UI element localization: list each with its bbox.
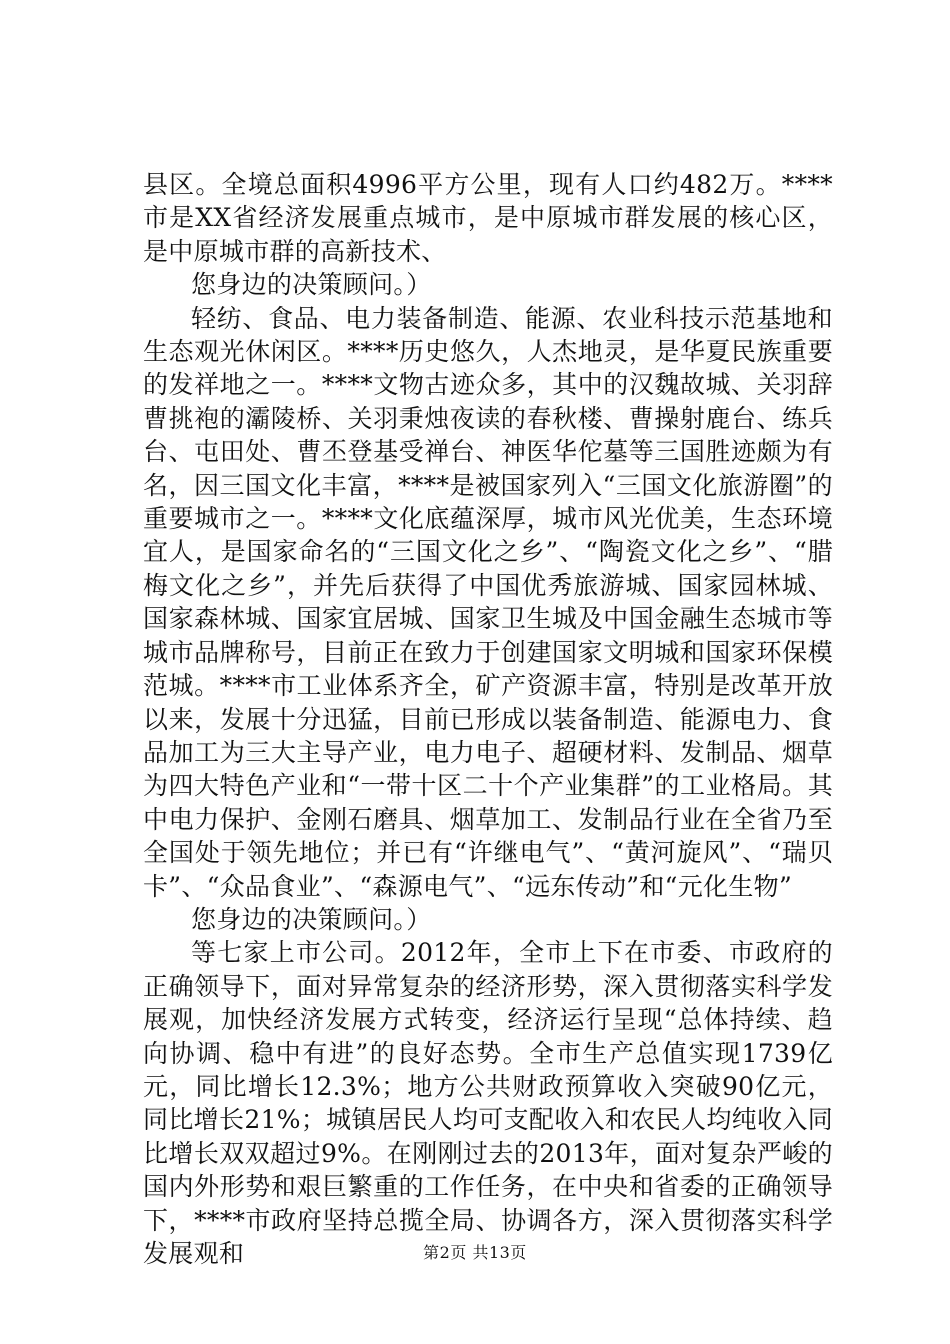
paragraph-1: 县区。全境总面积4996平方公里，现有人口约482万。****市是XX省经济发展重点城市，是中原城市群发展的核心区，是中原城市群的高新技术、 <box>143 170 833 266</box>
paragraph-3: 轻纺、食品、电力装备制造、能源、农业科技示范基地和生态观光休闲区。****历史悠久，人杰地灵，是华夏民族重要的发祥地之一。****文物古迹众多，其中的汉魏故城、关羽辞曹挑袍的灞陵桥、关羽秉烛夜读的春秋楼、曹操射鹿台、练兵台、屯田处、曹丕登基受禅台、神医华佗墓等三国胜迹颇为有名，因三国文化丰富，****是被国家列入“三国文化旅游圈”的重要城市之一。****文化底蕴深厚，城市风光优美，生态环境宜人，是国家命名的“三国文化之乡”、“陶瓷文化之乡”、“腊梅文化之乡”，并先后获得了中国优秀旅游城、国家园林城、国家森林城、国家宜居城、国家卫生城及中国金融生态城市等城市品牌称号，目前正在致力于创建国家文明城和国家环保模范城。****市工业体系齐全，矿产资源丰富，特别是改革开放以来，发展十分迅猛，目前已形成以装备制造、能源电力、食品加工为三大主导产业，电力电子、超硬材料、发制品、烟草为四大特色产业和“一带十区二十个产业集群”的工业格局。其中电力保护、金刚石磨具、烟草加工、发制品行业在全省乃至全国处于领先地位；并已有“许继电气”、“黄河旋风”、“瑞贝卡”、“众品食业”、“森源电气”、“远东传动”和“元化生物” <box>143 303 833 901</box>
paragraph-2: 您身边的决策顾问。） <box>191 270 432 300</box>
paragraph-5: 等七家上市公司。2012年，全市上下在市委、市政府的正确领导下，面对异常复杂的经济形势，深入贯彻落实科学发展观，加快经济发展方式转变，经济运行呈现“总体持续、趋向协调、稳中有进”的良好态势。全市生产总值实现1739亿元，同比增长12.3%；地方公共财政预算收入突破90亿元，同比增长21%；城镇居民人均可支配收入和农民人均纯收入同比增长双双超过9%。在刚刚过去的2013年，面对复杂严峻的国内外形势和艰巨繁重的工作任务，在中央和省委的正确领导下，****市政府坚持总揽全局、协调各方，深入贯彻落实科学发展观和 <box>143 938 833 1268</box>
document-body <box>143 168 833 1270</box>
page-number-footer: 第2页 共13页 <box>423 1243 527 1262</box>
paragraph-4: 您身边的决策顾问。） <box>191 904 432 934</box>
